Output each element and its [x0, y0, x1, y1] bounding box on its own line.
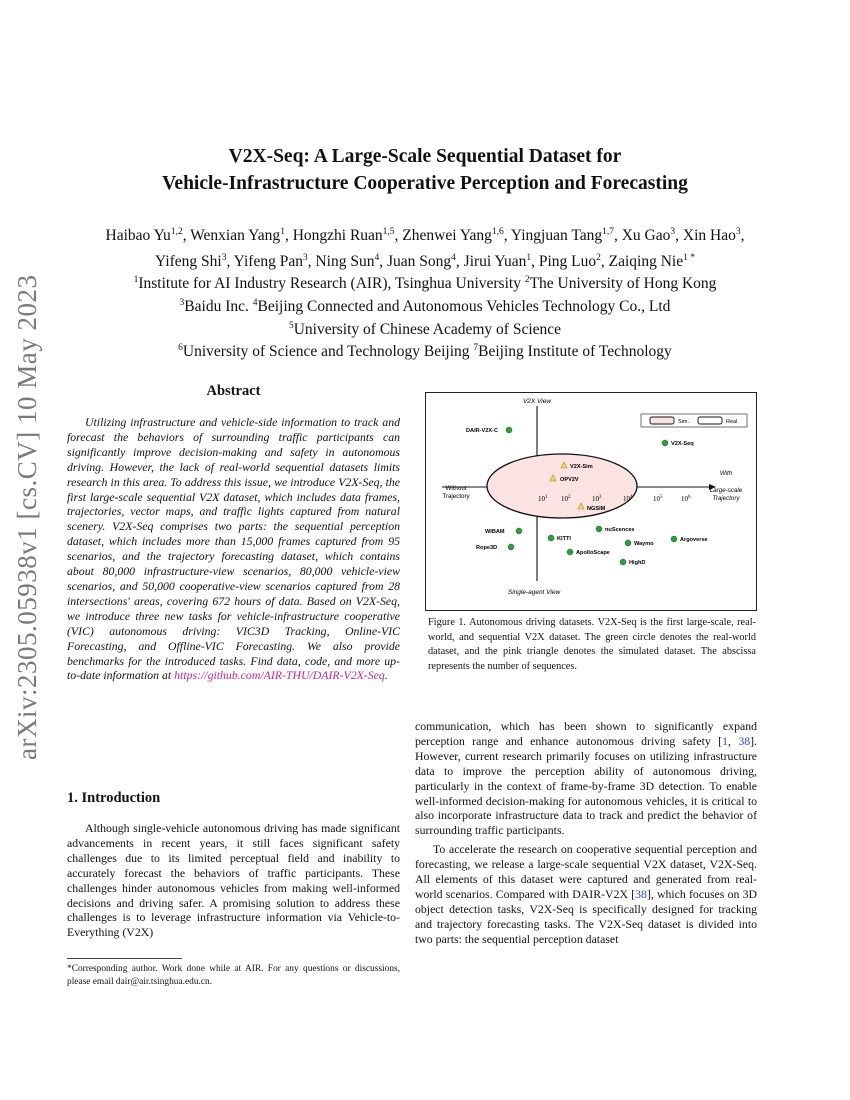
introduction-body [67, 821, 400, 940]
right-column-body [415, 719, 757, 947]
dataset-kitti [548, 535, 571, 542]
legend-real-label: Real [726, 419, 738, 425]
paper-title [0, 143, 850, 197]
x-axis-right-label-line1: With [719, 470, 733, 477]
legend-sim-swatch [650, 417, 674, 424]
x-axis-left-label-line1: Without [445, 485, 467, 492]
x-axis-left-label-line2: Trajectory [442, 493, 470, 500]
tick-label-10-6: $10^6$ [681, 495, 691, 503]
affiliation-line-1: $^1$Institute for AI Industry Research (AIR), Tsinghua University $^2$The University of Hong Kong [133, 275, 717, 293]
citation-38-b[interactable]: 38 [635, 886, 647, 901]
svg-text:DAIR-V2X-C: DAIR-V2X-C [466, 428, 499, 434]
title-line-1: V2X-Seq: A Large-Scale Sequential Dataset for [228, 146, 622, 167]
dataset-highd [620, 559, 645, 566]
github-link[interactable]: https://github.com/AIR-THU/DAIR-V2X-Seq [174, 668, 385, 683]
figure-1-caption: Figure 1. Autonomous driving datasets. V2X-Seq is the first large-scale, real-world, and sequential V2X dataset. The green circle denotes the real-world dataset, and the pink triangle denotes the simulated dataset. The abscissa represents the number of sequences. [428, 617, 756, 672]
dataset-waymo [625, 540, 654, 547]
svg-text:NGSIM: NGSIM [587, 506, 606, 512]
citation-1[interactable]: 1 [722, 733, 728, 748]
right-paragraph-2: To accelerate the research on cooperative sequential perception and forecasting, we release a large-scale sequential V2X dataset, V2X-Seq. All elements of this dataset were captured and generated from real-world scenarios. Compared with DAIR-V2X [38], which focuses on 3D object detection tasks, V2X-Seq is specifically designed for tracking and trajectory forecasting tasks. The V2X-Seq dataset is divided into two parts: the sequential perception dataset [415, 842, 757, 946]
svg-text:Argoverse: Argoverse [680, 537, 708, 543]
y-axis-top-label: V2X View [522, 398, 552, 405]
title-line-2: Vehicle-Infrastructure Cooperative Perception and Forecasting [162, 173, 688, 194]
introduction-heading: 1. Introduction [67, 790, 161, 806]
author-block [60, 223, 790, 362]
abstract-heading: Abstract [206, 383, 261, 399]
svg-text:ApolloScape: ApolloScape [576, 550, 610, 556]
arxiv-identifier: arXiv:2305.05938v1 [cs.CV] 10 May 2023 [12, 274, 42, 760]
dataset-argoverse [671, 536, 708, 543]
tick-label-10-3: $10^3$ [592, 495, 602, 503]
citation-38[interactable]: 38 [738, 733, 751, 748]
abstract-body [67, 415, 400, 683]
x-axis-right-label-line3: Trajectory [712, 495, 740, 502]
dataset-rope3d [476, 544, 514, 551]
tick-label-10-4: $10^4$ [623, 495, 633, 503]
dataset-nuscenes [596, 526, 635, 533]
svg-text:nuScences: nuScences [605, 527, 635, 533]
svg-text:WIBAM: WIBAM [485, 529, 505, 535]
x-axis-right-label-line2: Large-scale [709, 487, 743, 494]
tick-label-10-1: $10^1$ [538, 495, 548, 503]
abstract-paragraph: Utilizing infrastructure and vehicle-side information to track and forecast the behaviors of surrounding traffic participants can significantly improve decision-making and safety in autonomous driving. However, the lack of real-world sequential datasets limits research in this area. To address this issue, we introduce V2X-Seq, the first large-scale sequential V2X dataset, which includes data frames, trajectories, vector maps, and traffic lights captured from natural scenery. V2X-Seq comprises two parts: the sequential perception dataset, which includes more than 15,000 frames captured from 95 scenarios, and the trajectory forecasting dataset, which contains about 80,000 infrastructure-view scenarios, 80,000 vehicle-view scenarios, and 50,000 cooperative-view scenarios captured from 28 intersections' areas, covering 672 hours of data. Based on V2X-Seq, we introduce three new tasks for vehicle-infrastructure cooperative (VIC) autonomous driving: VIC3D Tracking, Online-VIC Forecasting, and Offline-VIC Forecasting. We also provide benchmarks for the introduced tasks. Find data, code, and more up-to-date information at https://github.com/AIR-THU/DAIR-V2X-Seq. [67, 415, 400, 683]
legend-sim-label: Sim. [678, 419, 689, 425]
tick-label-10-5: $10^5$ [653, 495, 663, 503]
svg-text:Rope3D: Rope3D [476, 545, 498, 551]
svg-text:KITTI: KITTI [557, 536, 571, 542]
dataset-apolloscape [567, 549, 610, 556]
author-line-1: Haibao Yu$^{1,2}$, Wenxian Yang$^1$, Hongzhi Ruan$^{1,5}$, Zhenwei Yang$^{1,6}$, Yingjuan Tang$^{1,7}$, Xu Gao$^3$, Xin Hao$^3$, [105, 227, 745, 245]
svg-text:V2X-Seq: V2X-Seq [671, 441, 694, 447]
intro-paragraph-1: Although single-vehicle autonomous driving has made significant advancements in recent years, it still faces significant safety challenges due to its limited perceptual field and inability to accurately forecast the behaviors of traffic participants. These challenges hinder autonomous vehicles from making well-informed decisions and driving safer. A promising solution to address these challenges is to leverage infrastructure information via Vehicle-to-Everything (V2X) [67, 821, 400, 940]
dataset-wibam [485, 528, 522, 535]
dataset-dair-v2x-c [466, 427, 512, 434]
affiliation-line-4: $^6$University of Science and Technology Beijing $^7$Beijing Institute of Technology [178, 343, 672, 361]
tick-label-10-2: $10^2$ [561, 495, 571, 503]
footnote: *Corresponding author. Work done while at AIR. For any questions or discussions, please email dair@air.tsinghua.edu.cn. [67, 964, 400, 987]
svg-text:Waymo: Waymo [634, 541, 654, 547]
dataset-v2x-seq [662, 440, 694, 447]
affiliation-line-3: $^5$University of Chinese Academy of Science [288, 320, 562, 338]
right-paragraph-1: communication, which has been shown to significantly expand perception range and enhance autonomous driving safety [1, 38]. However, current research primarily focuses on utilizing infrastructure data to improve the perception ability of autonomous driving, particularly in the context of frame-by-frame 3D detection. To enable well-informed decision-making for autonomous vehicles, it is critical to also incorporate infrastructure data to track and predict the behavior of surrounding traffic participants. [415, 719, 757, 838]
svg-text:V2X-Sim: V2X-Sim [570, 464, 593, 470]
simulated-region-ellipse [487, 454, 637, 518]
svg-text:HighD: HighD [629, 560, 646, 566]
footnote-rule [67, 958, 182, 959]
affiliation-line-2: $^3$Baidu Inc. $^4$Beijing Connected and Autonomous Vehicles Technology Co., Ltd [179, 297, 671, 316]
svg-text:OPV2V: OPV2V [560, 477, 579, 483]
author-line-2: Yifeng Shi$^3$, Yifeng Pan$^3$, Ning Sun$^4$, Juan Song$^4$, Jirui Yuan$^1$, Ping Luo$^2$, Zaiqing Nie$^{1 *}$ [154, 252, 695, 270]
y-axis-bottom-label: Single-agent View [507, 589, 561, 596]
legend-real-swatch [698, 417, 722, 424]
figure-1 [425, 392, 757, 611]
